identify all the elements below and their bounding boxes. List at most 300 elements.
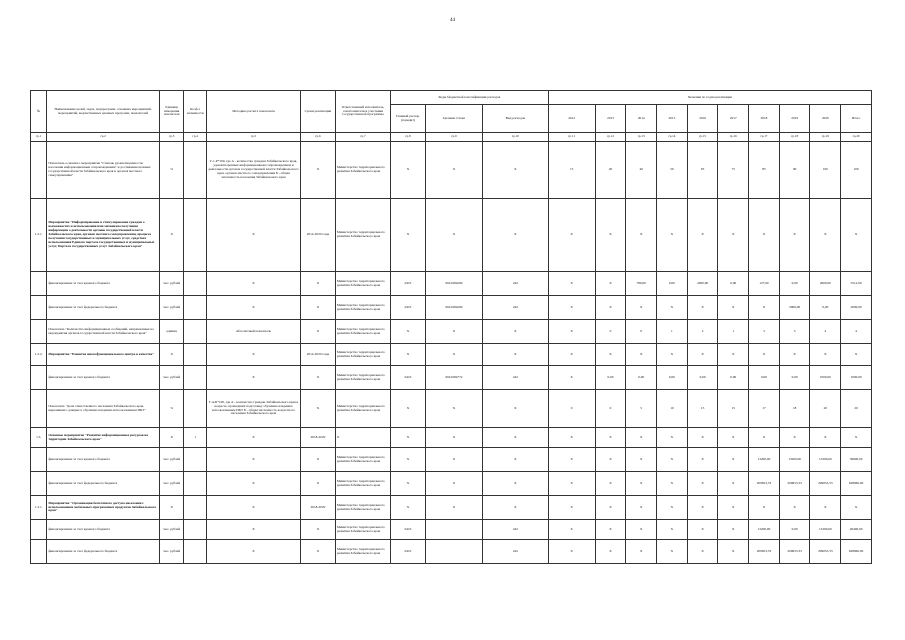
row-value: Х [626, 448, 657, 472]
row-value: Х [595, 520, 626, 540]
row-executor: Министерство территориального развития Забайкальского края [335, 540, 390, 564]
row-method: Х [206, 296, 300, 320]
table-row [31, 390, 872, 428]
row-value: Х [718, 344, 749, 366]
row-number [31, 272, 47, 296]
row-value: Х [626, 496, 657, 520]
header-num: № [31, 91, 47, 133]
row-value: Х [687, 540, 718, 564]
header-executor: Ответственный исполнитель, соисполнители и участники государственной программы [335, 91, 390, 133]
row-method: Абсолютный показатель [206, 320, 300, 344]
col-number: гр.6 [301, 133, 336, 142]
row-value: Х [779, 496, 810, 520]
header-method: Методика расчета показателя [206, 91, 300, 133]
row-name: финансирование за счет федерального бюджета [47, 540, 160, 564]
row-value: 50 [657, 142, 688, 199]
row-value: 0,00 [779, 272, 810, 296]
row-value: Х [810, 428, 841, 448]
row-value: 100 [810, 142, 841, 199]
table-row [31, 320, 872, 344]
row-unit: тыс. рублей [159, 366, 184, 390]
row-value: Х [749, 428, 780, 448]
row-value: Х [595, 272, 626, 296]
col-number: гр.17 [749, 133, 780, 142]
row-method: Х [206, 272, 300, 296]
row-number [31, 296, 47, 320]
row-value: 2 [687, 320, 718, 344]
col-number: гр.2 [47, 133, 160, 142]
row-value: 13200,00 [810, 448, 841, 472]
row-vid: Х [483, 320, 548, 344]
row-value: 15 [687, 390, 718, 428]
row-value: 1 [718, 320, 749, 344]
page-number: 44 [450, 18, 455, 23]
row-value: 0 [595, 320, 626, 344]
row-glavny: Х [391, 472, 426, 496]
row-value: 0,00 [657, 272, 688, 296]
row-executor: Министерство территориального развития Забайкальского края [335, 272, 390, 296]
row-vid: 242 [483, 366, 548, 390]
row-executor: Министерство территориального развития Забайкальского края [335, 496, 390, 520]
row-term: Х [301, 448, 336, 472]
row-value: Х [626, 199, 657, 272]
row-number [31, 472, 47, 496]
header-year: 2015 [657, 105, 688, 133]
row-value: Х [595, 199, 626, 272]
row-value: 0 [626, 320, 657, 344]
row-glavny: 0410 [391, 272, 426, 296]
header-glavny: Главный распор. (порядит) [391, 105, 426, 133]
row-value: 75 [718, 142, 749, 199]
row-value: Х [595, 472, 626, 496]
row-value: 5512,00 [841, 272, 872, 296]
row-name: финансирование за счет краевого бюджета [47, 520, 160, 540]
row-value: Х [841, 428, 872, 448]
row-value: 0,00 [779, 366, 810, 390]
table-row [31, 520, 872, 540]
row-value: Х [626, 428, 657, 448]
row-value: Х [749, 199, 780, 272]
row-unit: Х [159, 199, 184, 272]
row-method: Х [206, 520, 300, 540]
row-method: Г-А/Б*100, где А - количество граждан Забайкальского края в возрасте, прошедших подготовку обучению владению использованием ИКТ Б - общая численность возрастного населения Забайкальского края [206, 390, 300, 428]
table-row [31, 296, 872, 320]
row-number [31, 390, 47, 428]
row-executor: Министерство территориального развития Забайкальского края [335, 320, 390, 344]
row-unit: тыс. рублей [159, 520, 184, 540]
row-value: 0,00 [595, 366, 626, 390]
row-glavny: Х [391, 142, 426, 199]
row-value: Х [687, 199, 718, 272]
col-number: гр.12 [595, 133, 626, 142]
row-value: 628960,00 [841, 472, 872, 496]
col-number: гр.9 [425, 133, 482, 142]
row-value: 0,00 [687, 366, 718, 390]
header-term: Сроки реализации [301, 91, 336, 133]
row-value: Х [657, 296, 688, 320]
row-value: 18 [779, 390, 810, 428]
row-value: 0,00 [810, 296, 841, 320]
row-value: Х [595, 448, 626, 472]
row-value: Х [657, 472, 688, 496]
row-value: Х [657, 448, 688, 472]
row-term: Х [301, 390, 336, 428]
row-term: Х [301, 520, 336, 540]
row-value: 65 [687, 142, 718, 199]
row-value: 4 [841, 320, 872, 344]
row-coef [184, 472, 207, 496]
row-value: Х [718, 540, 749, 564]
row-number [31, 448, 47, 472]
row-method: Х [206, 496, 300, 520]
header-year: 2020 [810, 105, 841, 133]
row-term: Х [301, 366, 336, 390]
row-value: 628960,00 [841, 540, 872, 564]
col-number: гр.8 [391, 133, 426, 142]
header-name: Наименование целей, задач, подпрограмм, основных мероприятий, мероприятий, ведомственных целевых программ, показателей [47, 91, 160, 133]
col-number: гр.18 [779, 133, 810, 142]
row-method: Х [206, 344, 300, 366]
row-value: 20 [810, 390, 841, 428]
col-number: гр.3 [159, 133, 184, 142]
row-vid: Х [483, 390, 548, 428]
row-value: 2000,00 [779, 296, 810, 320]
row-coef [184, 448, 207, 472]
row-value: Х [749, 296, 780, 320]
row-value: 2000,00 [687, 272, 718, 296]
row-value: Х [657, 199, 688, 272]
row-value: Х [595, 540, 626, 564]
row-executor: Министерство территориального развития Забайкальского края [335, 344, 390, 366]
col-number: гр.10 [483, 133, 548, 142]
row-term: Х [301, 472, 336, 496]
row-value: Х [657, 520, 688, 540]
row-vid: Х [483, 344, 548, 366]
header-year: 2019 [779, 105, 810, 133]
row-value: 13200,00 [749, 520, 780, 540]
row-value: 13200,00 [810, 520, 841, 540]
row-celevaya: Х [425, 320, 482, 344]
program-table [30, 90, 872, 564]
row-executor: Министерство территориального развития Забайкальского края [335, 296, 390, 320]
header-year-values: Значения по годам реализации [548, 91, 871, 105]
row-vid: Х [483, 428, 548, 448]
row-value: 20 [595, 142, 626, 199]
row-number: 1.3.1. [31, 496, 47, 520]
col-number: гр.11 [548, 133, 595, 142]
row-value: 209653,33 [779, 540, 810, 564]
column-numbers-row [31, 133, 872, 142]
row-celevaya: 0610284290 [425, 296, 482, 320]
row-value: 3 [779, 320, 810, 344]
row-value: 85 [749, 142, 780, 199]
row-glavny: Х [391, 448, 426, 472]
row-value: 1 [657, 320, 688, 344]
col-number: гр.20 [841, 133, 872, 142]
row-vid: Х [483, 199, 548, 272]
row-unit: % [159, 390, 184, 428]
row-name: Основное мероприятие "Развитие информационных ресурсов на территории Забайкальского края" [47, 428, 160, 448]
row-celevaya: Х [425, 448, 482, 472]
row-glavny: Х [391, 344, 426, 366]
row-value: Х [626, 344, 657, 366]
row-glavny: Х [391, 390, 426, 428]
row-term: Х [301, 142, 336, 199]
row-coef [184, 390, 207, 428]
row-value: 10 [657, 390, 688, 428]
row-name: Показатель основного мероприятия "Степень удовлетворенности населения информационным сопровождением" и достижения целевых государственной власти Забайкальского края и органов местного самоуправления" [47, 142, 160, 199]
row-value: 127,00 [749, 272, 780, 296]
row-vid: Х [483, 448, 548, 472]
row-number [31, 520, 47, 540]
row-value: Х [657, 344, 688, 366]
row-name: Показатель "Количество информационных сообщений, направленных на мероприятия органов государственной власти Забайкальского края" [47, 320, 160, 344]
row-executor: Министерство территориального развития Забайкальского края [335, 142, 390, 199]
row-value: Х [626, 296, 657, 320]
row-value: Х [718, 448, 749, 472]
row-celevaya: 0610284290 [425, 272, 482, 296]
row-value: Х [548, 428, 595, 448]
row-vid: 242 [483, 540, 548, 564]
header-year: 2017 [718, 105, 749, 133]
row-value: 39600,00 [841, 448, 872, 472]
row-value: 209653,33 [810, 472, 841, 496]
header-coef: Коэф-т значимости [184, 91, 207, 133]
row-method: Х [206, 366, 300, 390]
row-value: Х [718, 428, 749, 448]
row-celevaya: Х [425, 344, 482, 366]
row-value: 780,00 [626, 272, 657, 296]
row-value: 13200,00 [779, 448, 810, 472]
row-value: 15 [548, 142, 595, 199]
row-name: Показатель "Доля ответственного населения Забайкальского края, выразившего доверие к обучению владению использованием ИКТ" [47, 390, 160, 428]
row-value: Х [548, 296, 595, 320]
row-term: 2014-2020 годы [301, 199, 336, 272]
col-number: гр.14 [657, 133, 688, 142]
row-value: 209653,33 [749, 540, 780, 564]
row-value: Х [718, 520, 749, 540]
row-unit: тыс. рублей [159, 272, 184, 296]
row-term: Х [301, 272, 336, 296]
row-glavny: 0410 [391, 296, 426, 320]
table-row [31, 142, 872, 199]
row-term: Х [301, 540, 336, 564]
row-value: Х [841, 199, 872, 272]
row-value: Х [548, 272, 595, 296]
row-value: 0,00 [749, 366, 780, 390]
row-number: 1.2.2. [31, 344, 47, 366]
row-value: Х [687, 296, 718, 320]
row-vid: 242 [483, 520, 548, 540]
header-budget-codes: Коды бюджетной классификации расходов [391, 91, 549, 105]
row-value: Х [749, 496, 780, 520]
row-value: 0,00 [626, 366, 657, 390]
header-vid: Вид расходов [483, 105, 548, 133]
row-value: Х [779, 344, 810, 366]
row-value: 2600,00 [810, 272, 841, 296]
row-method: Г-1-Р*100, где А - количество граждан Забайкальского края, удовлетворенных информационным сопровождением и деятельности органов государственной власти Забайкальского края, органов местного самоуправления Б - общая численность населения Забайкальского края [206, 142, 300, 199]
header-year: 2014 [626, 105, 657, 133]
row-coef [184, 296, 207, 320]
row-celevaya [425, 540, 482, 564]
row-coef [184, 199, 207, 272]
row-term: 2014-2020 годы [301, 344, 336, 366]
row-value: Х [626, 540, 657, 564]
row-number: 1.2.1. [31, 199, 47, 272]
row-value: Х [657, 496, 688, 520]
row-name: Мероприятие "Организация бесплатного доступа населения с использованием мобильных программных продуктов Забайкальского края" [47, 496, 160, 520]
row-method: Х [206, 472, 300, 496]
row-term: 2018-2020 [301, 496, 336, 520]
row-coef [184, 366, 207, 390]
row-number [31, 142, 47, 199]
row-coef [184, 272, 207, 296]
row-executor: Министерство территориального развития Забайкальского края [335, 520, 390, 540]
header-year: 2013 [595, 105, 626, 133]
row-value: 5 [626, 390, 657, 428]
row-value: 0,00 [718, 366, 749, 390]
row-name: финансирование за счет федерального бюджета [47, 472, 160, 496]
row-vid: Х [483, 496, 548, 520]
row-executor: Министерство территориального развития Забайкальского края [335, 448, 390, 472]
header-itogo: Итого [841, 105, 872, 133]
row-glavny: Х [391, 199, 426, 272]
row-value: 209653,33 [779, 472, 810, 496]
row-value: Х [718, 472, 749, 496]
row-value: 20 [841, 390, 872, 428]
row-value: Х [718, 496, 749, 520]
row-coef [184, 344, 207, 366]
row-value: Х [626, 472, 657, 496]
row-glavny: Х [391, 428, 426, 448]
row-coef [184, 520, 207, 540]
row-value: Х [548, 320, 595, 344]
row-value: Х [548, 496, 595, 520]
row-value: Х [749, 344, 780, 366]
row-unit: Х [159, 428, 184, 448]
row-glavny: 0410 [391, 540, 426, 564]
row-value: Х [718, 296, 749, 320]
row-number: 1.3. [31, 428, 47, 448]
row-value: Х [595, 344, 626, 366]
row-value: Х [595, 496, 626, 520]
row-value: Х [626, 520, 657, 540]
row-value: Х [810, 199, 841, 272]
table-row [31, 448, 872, 472]
col-number: гр.19 [810, 133, 841, 142]
row-celevaya: 0610284772 [425, 366, 482, 390]
row-name: финансирование за счет краевого бюджета [47, 272, 160, 296]
row-method: Х [206, 448, 300, 472]
row-value: Х [841, 344, 872, 366]
row-executor: Министерство территориального развития Забайкальского края [335, 472, 390, 496]
col-number: гр.5 [206, 133, 300, 142]
row-executor: Х [335, 428, 390, 448]
row-value: Х [810, 344, 841, 366]
row-value: Х [687, 472, 718, 496]
col-number: гр.16 [718, 133, 749, 142]
row-value: 13200,00 [749, 448, 780, 472]
row-name: Мероприятие "Информирование и стимулирование граждан о возможностях и использования ими механизма получения информации о деятельности органов государственной власти Забайкальского края, органов местного самоуправления, процесса получения государственных и муниципальных услуг, средствах использования Единого портала государственных и муниципальных услуг, Портала государственных услуг Забайкальского края" [47, 199, 160, 272]
row-value: Х [548, 366, 595, 390]
row-value: Х [687, 428, 718, 448]
row-value: Х [779, 428, 810, 448]
row-value: 0,00 [657, 366, 688, 390]
row-value: 3 [749, 320, 780, 344]
row-celevaya: Х [425, 199, 482, 272]
row-number [31, 540, 47, 564]
row-value: Х [687, 496, 718, 520]
row-value: 90 [779, 142, 810, 199]
table-row [31, 540, 872, 564]
row-term: 2018-2020 [301, 428, 336, 448]
row-value: 40 [626, 142, 657, 199]
row-value: 1000,00 [841, 366, 872, 390]
row-value: Х [687, 344, 718, 366]
row-value: 209653,33 [749, 472, 780, 496]
row-number [31, 320, 47, 344]
row-value: 209653,33 [810, 540, 841, 564]
row-executor: Министерство территориального развития Забайкальского края [335, 390, 390, 428]
row-unit: % [159, 142, 184, 199]
table-row [31, 428, 872, 448]
row-unit: тыс. рублей [159, 472, 184, 496]
row-celevaya: Х [425, 496, 482, 520]
header-celevaya: Целевая статья [425, 105, 482, 133]
header-year-2012: 2012 [548, 105, 595, 133]
row-glavny: 0410 [391, 366, 426, 390]
row-value: Х [718, 199, 749, 272]
row-coef [184, 142, 207, 199]
header-unit: Единица измерения показателя [159, 91, 184, 133]
row-value: 26400,00 [841, 520, 872, 540]
row-vid: Х [483, 142, 548, 199]
row-unit: тыс. рублей [159, 296, 184, 320]
row-name: финансирование за счет краевого бюджета [47, 448, 160, 472]
row-coef [184, 540, 207, 564]
row-name: Мероприятие "Развитие многофункционального центра в качестве" [47, 344, 160, 366]
row-celevaya [425, 520, 482, 540]
row-name: финансирование за счет краевого бюджета [47, 366, 160, 390]
row-unit: единиц [159, 320, 184, 344]
row-value: 17 [749, 390, 780, 428]
row-value: Х [657, 428, 688, 448]
row-unit: Х [159, 344, 184, 366]
row-unit: тыс. рублей [159, 540, 184, 564]
row-value: 0 [548, 390, 595, 428]
row-value: Х [548, 199, 595, 272]
row-value: Х [548, 540, 595, 564]
row-coef: 1 [184, 428, 207, 448]
row-method: Х [206, 199, 300, 272]
row-value: 0,00 [718, 272, 749, 296]
table-row [31, 366, 872, 390]
row-unit: тыс. рублей [159, 448, 184, 472]
table-row [31, 496, 872, 520]
row-celevaya: Х [425, 390, 482, 428]
row-unit: Х [159, 496, 184, 520]
table-row [31, 344, 872, 366]
row-value: Х [548, 448, 595, 472]
row-name: финансирование за счет федерального бюджета [47, 296, 160, 320]
header-year: 2018 [749, 105, 780, 133]
row-executor: Министерство территориального развития Забайкальского края [335, 199, 390, 272]
row-method: Х [206, 540, 300, 564]
row-coef [184, 320, 207, 344]
col-number: гр.4 [184, 133, 207, 142]
row-value: Х [657, 540, 688, 564]
table-row [31, 199, 872, 272]
